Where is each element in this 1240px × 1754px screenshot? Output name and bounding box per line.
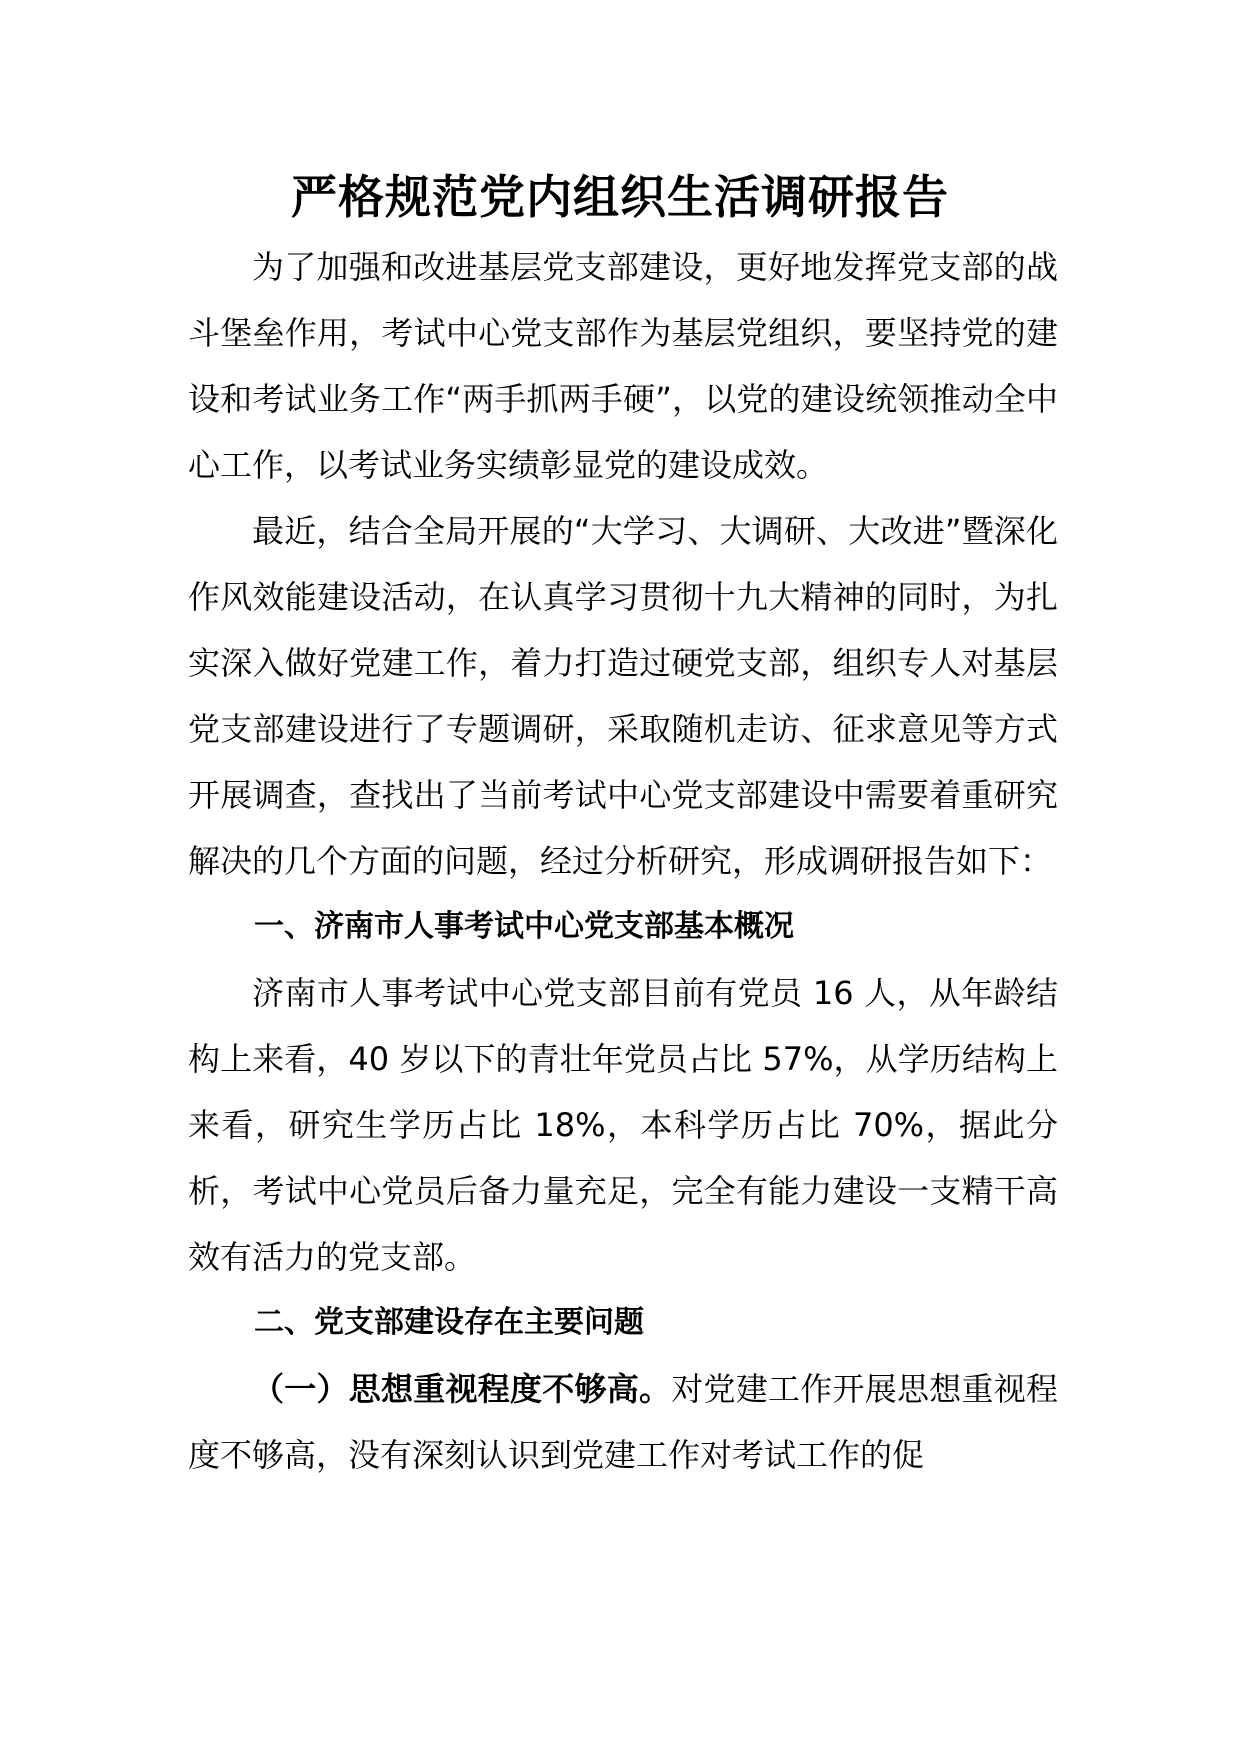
paragraph-problem-1 [188, 1356, 1058, 1488]
paragraph-background: 最近，结合全局开展的“大学习、大调研、大改进”暨深化作风效能建设活动，在认真学习贯彻十九大精神的同时，为扎实深入做好党建工作，着力打造过硬党支部，组织专人对基层党支部建设进行了专题调研，采取随机走访、征求意见等方式开展调查，查找出了当前考试中心党支部建设中需要着重研究解决的几个方面的问题，经过分析研究，形成调研报告如下： [188, 512, 1058, 880]
section-heading-problems: 二、党支部建设存在主要问题 [254, 1305, 644, 1340]
document-body [188, 234, 1058, 1488]
paragraph-overview: 济南市人事考试中心党支部目前有党员 16 人，从年龄结构上来看，40 岁以下的青壮年党员占比 57%，从学历结构上来看，研究生学历占比 18%，本科学历占比 70%，据此分析，考试中心党员后备力量充足，完全有能力建设一支精干高效有活力的党支部。 [188, 974, 1058, 1276]
problem-1-text: 对党建工作开展思想重视程度不够高，没有深刻认识到党建工作对考试工作的促 [188, 1370, 1058, 1474]
paragraph-intro: 为了加强和改进基层党支部建设，更好地发挥党支部的战斗堡垒作用，考试中心党支部作为基层党组织，要坚持党的建设和考试业务工作“两手抓两手硬”，以党的建设统领推动全中心工作，以考试业务实绩彰显党的建设成效。 [188, 248, 1058, 484]
document-title: 严格规范党内组织生活调研报告 [291, 170, 949, 224]
section-heading-overview: 一、济南市人事考试中心党支部基本概况 [254, 909, 794, 944]
problem-1-lead: （一）思想重视程度不够高。 [252, 1370, 672, 1408]
